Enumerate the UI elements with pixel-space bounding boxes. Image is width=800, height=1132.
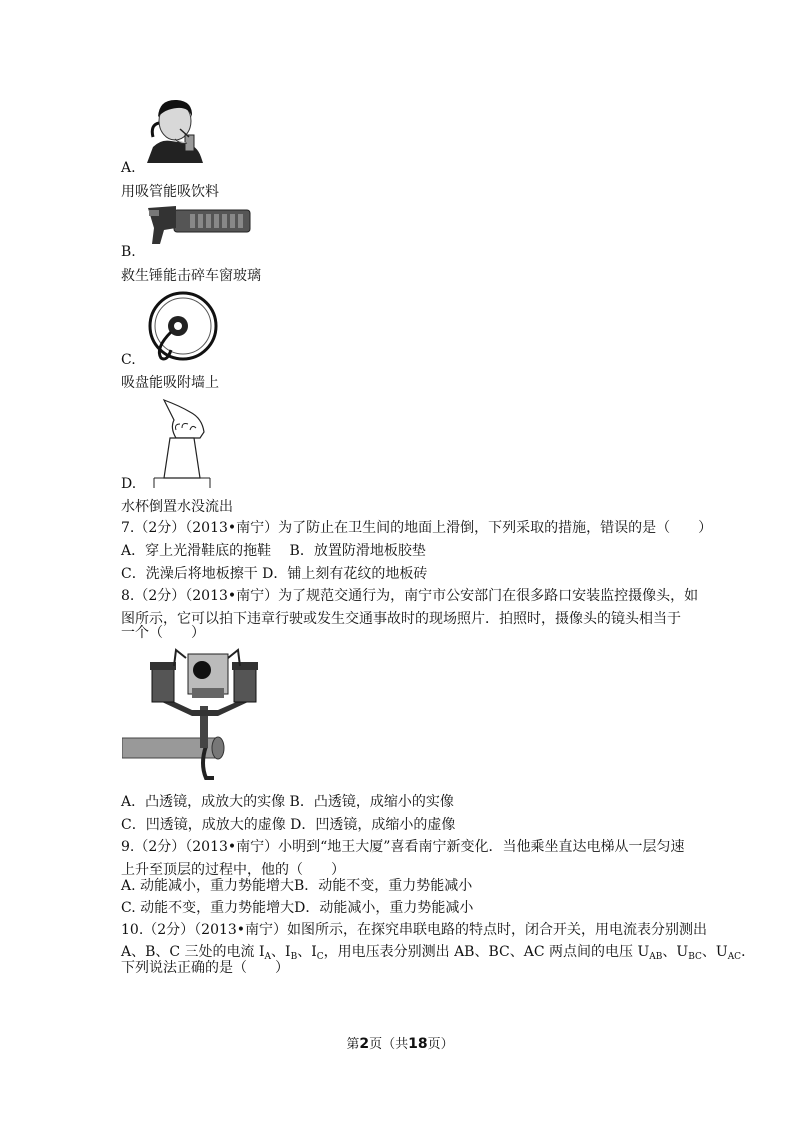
- voltage-sub-bc: BC: [688, 952, 702, 962]
- footer-prefix: 第: [346, 1037, 360, 1052]
- footer-page-number: 2: [359, 1036, 370, 1052]
- suction-cup-figure: [145, 290, 220, 362]
- current-sub-c: C: [316, 952, 324, 962]
- footer-suffix: 页）: [427, 1037, 454, 1052]
- option-letter-a: A.: [121, 160, 136, 176]
- q10-stem-line1: 10.（2分）（2013•南宁）如图所示，在探究串联电路的特点时，闭合开关，用电流表分别测出: [121, 922, 708, 938]
- q10-sep3: 、U: [662, 944, 689, 960]
- option-caption-c: 吸盘能吸附墙上: [121, 375, 219, 391]
- q9-stem-line1: 9.（2分）（2013•南宁）小明到“地王大厦”喜看南宁新变化．当他乘坐直达电梯从一层匀速: [121, 839, 685, 855]
- q10-stem-line3: 下列说法正确的是（ ）: [121, 960, 289, 976]
- inverted-cup-figure: [150, 398, 212, 490]
- q10-line2-text-b: ，用电压表分别测出 AB、BC、AC 两点间的电压 U: [323, 944, 650, 960]
- q8-options-ab: A．凸透镜，成放大的实像 B．凸透镜，成缩小的实像: [121, 794, 454, 810]
- current-sub-b: B: [290, 952, 298, 962]
- option-caption-a: 用吸管能吸饮料: [121, 184, 219, 200]
- traffic-camera-figure: [122, 646, 272, 784]
- voltage-sub-ac: AC: [727, 952, 742, 962]
- q9-options-ab: A. 动能减小，重力势能增大B．动能不变，重力势能减小: [121, 878, 473, 894]
- option-letter-c: C.: [121, 352, 136, 368]
- current-sub-a: A: [264, 952, 272, 962]
- option-letter-d: D.: [121, 476, 137, 492]
- q9-stem-line2: 上升至顶层的过程中，他的（ ）: [121, 862, 345, 878]
- footer-mid: 页（共: [369, 1037, 409, 1052]
- option-caption-b: 救生锤能击碎车窗玻璃: [121, 268, 261, 284]
- q7-options-cd: C．洗澡后将地板擦干 D．铺上刻有花纹的地板砖: [121, 566, 428, 582]
- q10-line2-text-a: A、B、C 三处的电流 I: [121, 944, 265, 960]
- page-footer: [0, 1033, 800, 1052]
- footer-total-pages: 18: [408, 1036, 428, 1052]
- option-caption-d: 水杯倒置水没流出: [121, 499, 233, 515]
- q8-stem-line1: 8.（2分）（2013•南宁）为了规范交通行为，南宁市公安部门在很多路口安装监控摄像头，如: [121, 588, 699, 604]
- q7-options-ab: A．穿上光滑鞋底的拖鞋 B．放置防滑地板胶垫: [121, 543, 426, 559]
- voltage-sub-ab: AB: [649, 952, 663, 962]
- q10-sep2: 、I: [297, 944, 317, 960]
- option-letter-b: B.: [121, 244, 136, 260]
- safety-hammer-figure: [146, 204, 252, 244]
- q8-stem-line3: 一个（ ）: [121, 625, 205, 641]
- q8-options-cd: C．凹透镜，成放大的虚像 D．凹透镜，成缩小的虚像: [121, 817, 456, 833]
- q10-sep1: 、I: [271, 944, 291, 960]
- q10-sep4: 、U: [701, 944, 728, 960]
- q8-stem-line2: 图所示，它可以拍下违章行驶或发生交通事故时的现场照片．拍照时，摄像头的镜头相当于: [121, 611, 681, 627]
- q7-stem: 7.（2分）（2013•南宁）为了防止在卫生间的地面上滑倒，下列采取的措施，错误的是（ ）: [121, 520, 713, 536]
- q10-line2-end: ．: [741, 944, 756, 960]
- person-drinking-straw-figure: [145, 97, 205, 163]
- q9-options-cd: C. 动能不变，重力势能增大D．动能减小，重力势能减小: [121, 900, 474, 916]
